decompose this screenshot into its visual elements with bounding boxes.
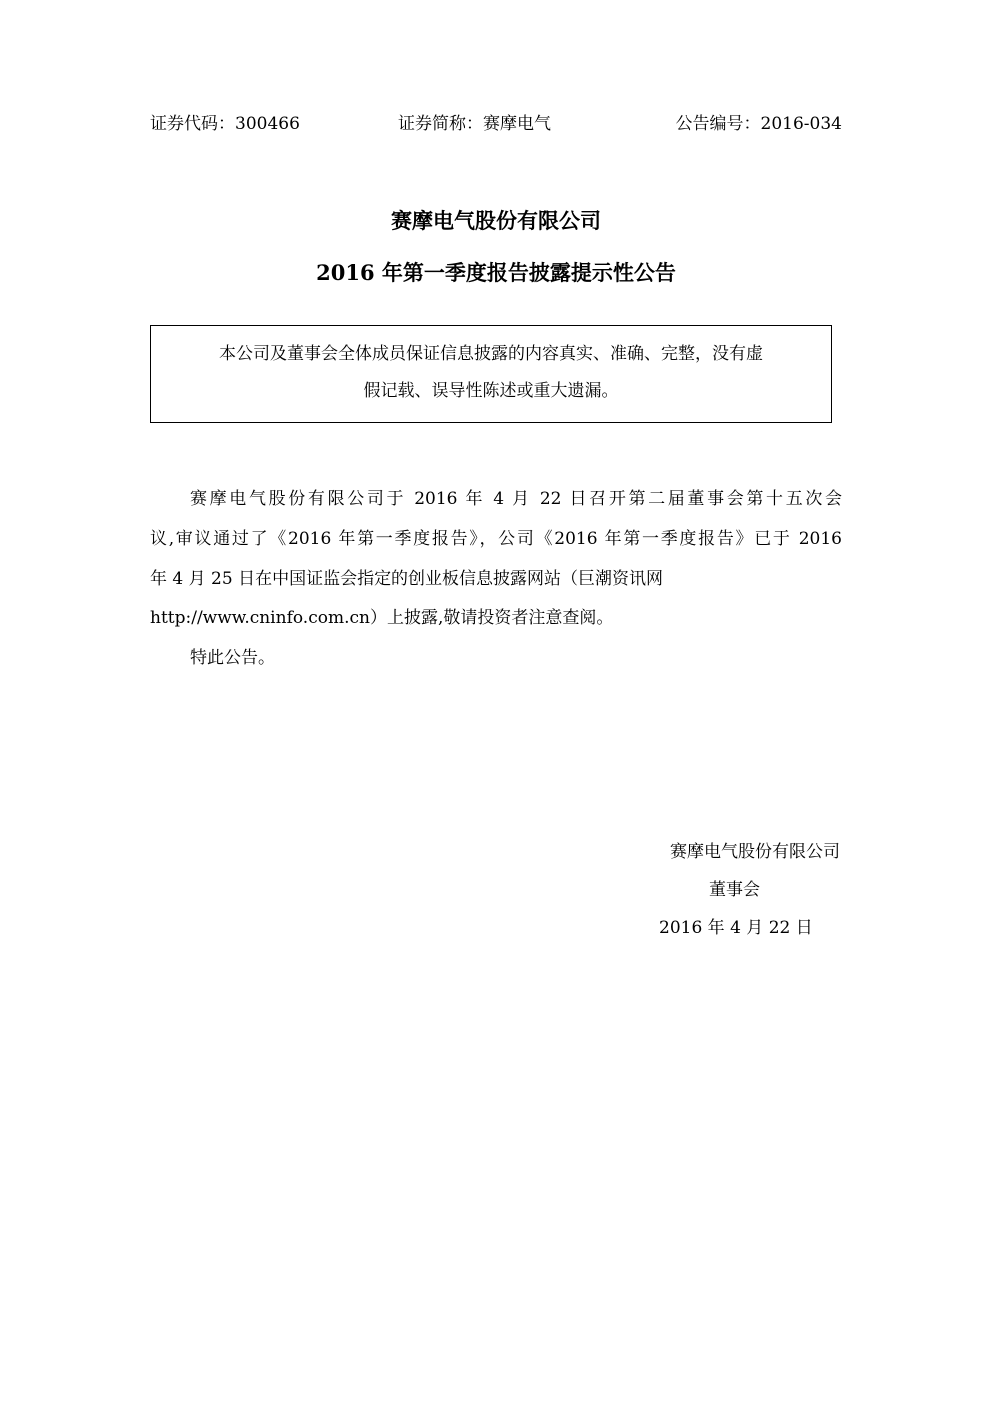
signature-company: 赛摩电气股份有限公司 [670, 842, 840, 862]
announcement-header [150, 112, 842, 136]
signature-board: 董事会 [709, 880, 760, 900]
body-paragraph-line: 赛摩电气股份有限公司于 2016 年 4 月 22 日召开第二届董事会第十五次会 [190, 489, 842, 509]
body-paragraph-line: 议,审议通过了《2016 年第一季度报告》，公司《2016 年第一季度报告》已于 2016 [150, 529, 842, 549]
announcement-number: 公告编号：2016-034 [675, 114, 842, 134]
security-abbreviation: 证券简称：赛摩电气 [398, 114, 551, 134]
disclosure-statement-box [150, 325, 832, 423]
announcement-title: 2016 年第一季度报告披露提示性公告 [316, 260, 676, 285]
company-title: 赛摩电气股份有限公司 [391, 208, 601, 233]
body-paragraph-line: http://www.cninfo.com.cn）上披露,敬请投资者注意查阅。 [150, 608, 614, 628]
signature-date: 2016 年 4 月 22 日 [659, 918, 813, 938]
disclosure-statement-line: 本公司及董事会全体成员保证信息披露的内容真实、准确、完整，没有虚 [219, 344, 763, 364]
disclosure-statement-line: 假记载、误导性陈述或重大遗漏。 [363, 381, 619, 401]
security-code: 证券代码：300466 [150, 114, 300, 134]
closing-remark: 特此公告。 [190, 648, 275, 668]
body-paragraph-line: 年 4 月 25 日在中国证监会指定的创业板信息披露网站（巨潮资讯网 [150, 569, 664, 589]
